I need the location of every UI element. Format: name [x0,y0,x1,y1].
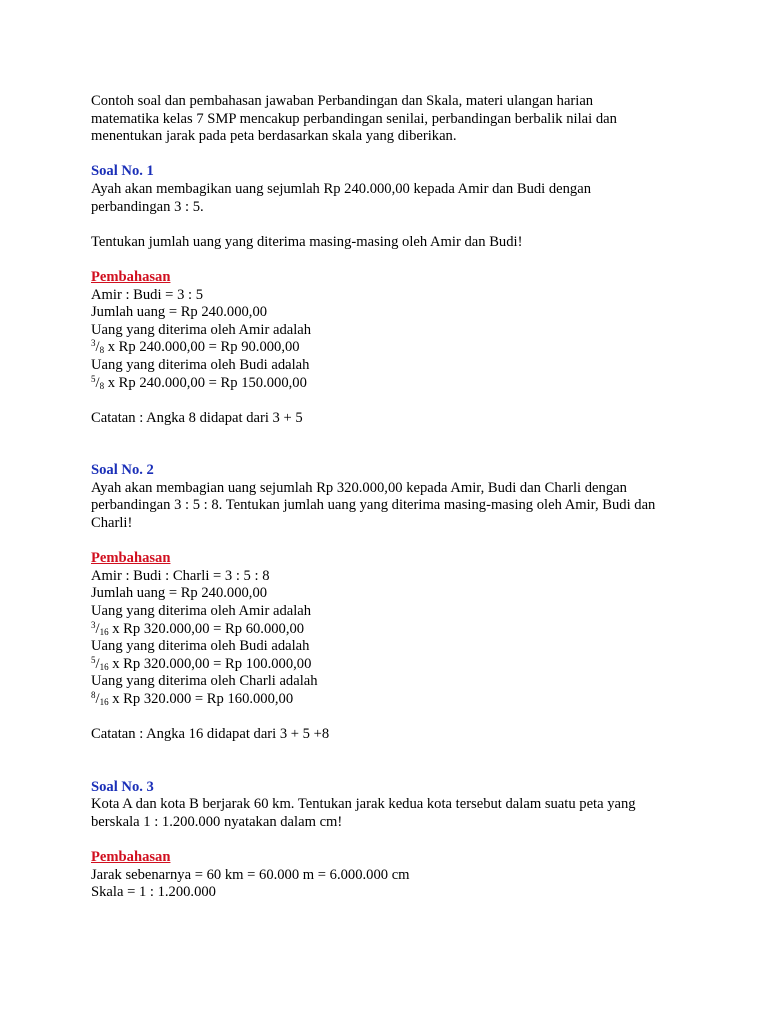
soal-3-question-line: Kota A dan kota B berjarak 60 km. Tentukan jarak kedua kota tersebut dalam suatu peta yang [91,796,636,813]
soal-3-skala: Skala = 1 : 1.200.000 [91,884,216,901]
fraction-denominator: 16 [99,626,109,637]
soal-2-question-line: Ayah akan membagian uang sejumlah Rp 320.000,00 kepada Amir, Budi dan Charli dengan [91,479,627,496]
fraction-numerator: 3 [91,338,96,349]
calculation-text: x Rp 320.000,00 = Rp 60.000,00 [108,620,305,637]
soal-2-amir-label: Uang yang diterima oleh Amir adalah [91,603,312,620]
soal-2-charli-calculation: $^8/_{16}$ x Rp 320.000 = Rp 160.000,00 [91,690,294,707]
soal-2-amir-calculation: $^3/_{16}$ x Rp 320.000,00 = Rp 60.000,00 [91,619,305,637]
soal-1-budi-calculation: $^5/_8$ x Rp 240.000,00 = Rp 150.000,00 [91,373,307,391]
soal-1-ratio: Amir : Budi = 3 : 5 [91,286,204,303]
soal-3-pembahasan-title: Pembahasan [91,849,171,866]
soal-3-jarak: Jarak sebenarnya = 60 km = 60.000 m = 6.000.000 cm [91,866,410,883]
fraction-denominator: 16 [99,661,109,672]
calculation-text: x Rp 240.000,00 = Rp 90.000,00 [104,339,300,356]
soal-2-budi-label: Uang yang diterima oleh Budi adalah [91,638,310,655]
soal-2-question-line: Charli! [91,515,133,532]
intro-line: Contoh soal dan pembahasan jawaban Perbandingan dan Skala, materi ulangan harian [91,93,594,109]
document-content [91,93,691,902]
soal-2-ratio: Amir : Budi : Charli = 3 : 5 : 8 [91,567,270,584]
intro-line: menentukan jarak pada peta berdasarkan skala yang diberikan. [91,128,457,145]
fraction-numerator: 8 [91,690,96,700]
soal-2-title: Soal No. 2 [91,462,154,479]
fraction-numerator: 5 [91,654,96,665]
soal-3-title: Soal No. 3 [91,778,154,795]
fraction-numerator: 5 [91,373,96,384]
soal-2-charli-label: Uang yang diterima oleh Charli adalah [91,673,318,690]
calculation-text: x Rp 320.000 = Rp 160.000,00 [108,691,294,707]
soal-1-pembahasan-title: Pembahasan [91,268,171,285]
soal-1-total: Jumlah uang = Rp 240.000,00 [91,304,268,321]
soal-2-question-line: perbandingan 3 : 5 : 8. Tentukan jumlah uang yang diterima masing-masing oleh Amir, Budi dan [91,497,656,514]
soal-2-budi-calculation: $^5/_{16}$ x Rp 320.000,00 = Rp 100.000,00 [91,654,312,672]
soal-2-note: Catatan : Angka 16 didapat dari 3 + 5 +8 [91,726,330,743]
soal-1-note: Catatan : Angka 8 didapat dari 3 + 5 [91,409,303,426]
soal-1-question-line: Ayah akan membagikan uang sejumlah Rp 240.000,00 kepada Amir dan Budi dengan [91,180,592,197]
soal-3-question-line: berskala 1 : 1.200.000 nyatakan dalam cm! [91,813,343,830]
soal-1-question-line: perbandingan 3 : 5. [91,198,204,215]
soal-1-task: Tentukan jumlah uang yang diterima masing-masing oleh Amir dan Budi! [91,233,523,250]
calculation-text: x Rp 320.000,00 = Rp 100.000,00 [108,655,312,672]
fraction-denominator: 8 [99,345,105,356]
fraction-denominator: 8 [99,380,105,391]
soal-1-budi-label: Uang yang diterima oleh Budi adalah [91,356,310,373]
soal-2-pembahasan-title: Pembahasan [91,550,171,567]
calculation-text: x Rp 240.000,00 = Rp 150.000,00 [104,374,307,391]
soal-1-title: Soal No. 1 [91,163,154,180]
soal-1-amir-label: Uang yang diterima oleh Amir adalah [91,321,312,338]
fraction-denominator: 16 [99,697,109,707]
intro-line: matematika kelas 7 SMP mencakup perbandingan senilai, perbandingan berbalik nilai dan [91,110,617,127]
soal-1-amir-calculation: $^3/_8$ x Rp 240.000,00 = Rp 90.000,00 [91,338,300,356]
soal-2-total: Jumlah uang = Rp 240.000,00 [91,585,268,602]
fraction-numerator: 3 [91,619,96,630]
